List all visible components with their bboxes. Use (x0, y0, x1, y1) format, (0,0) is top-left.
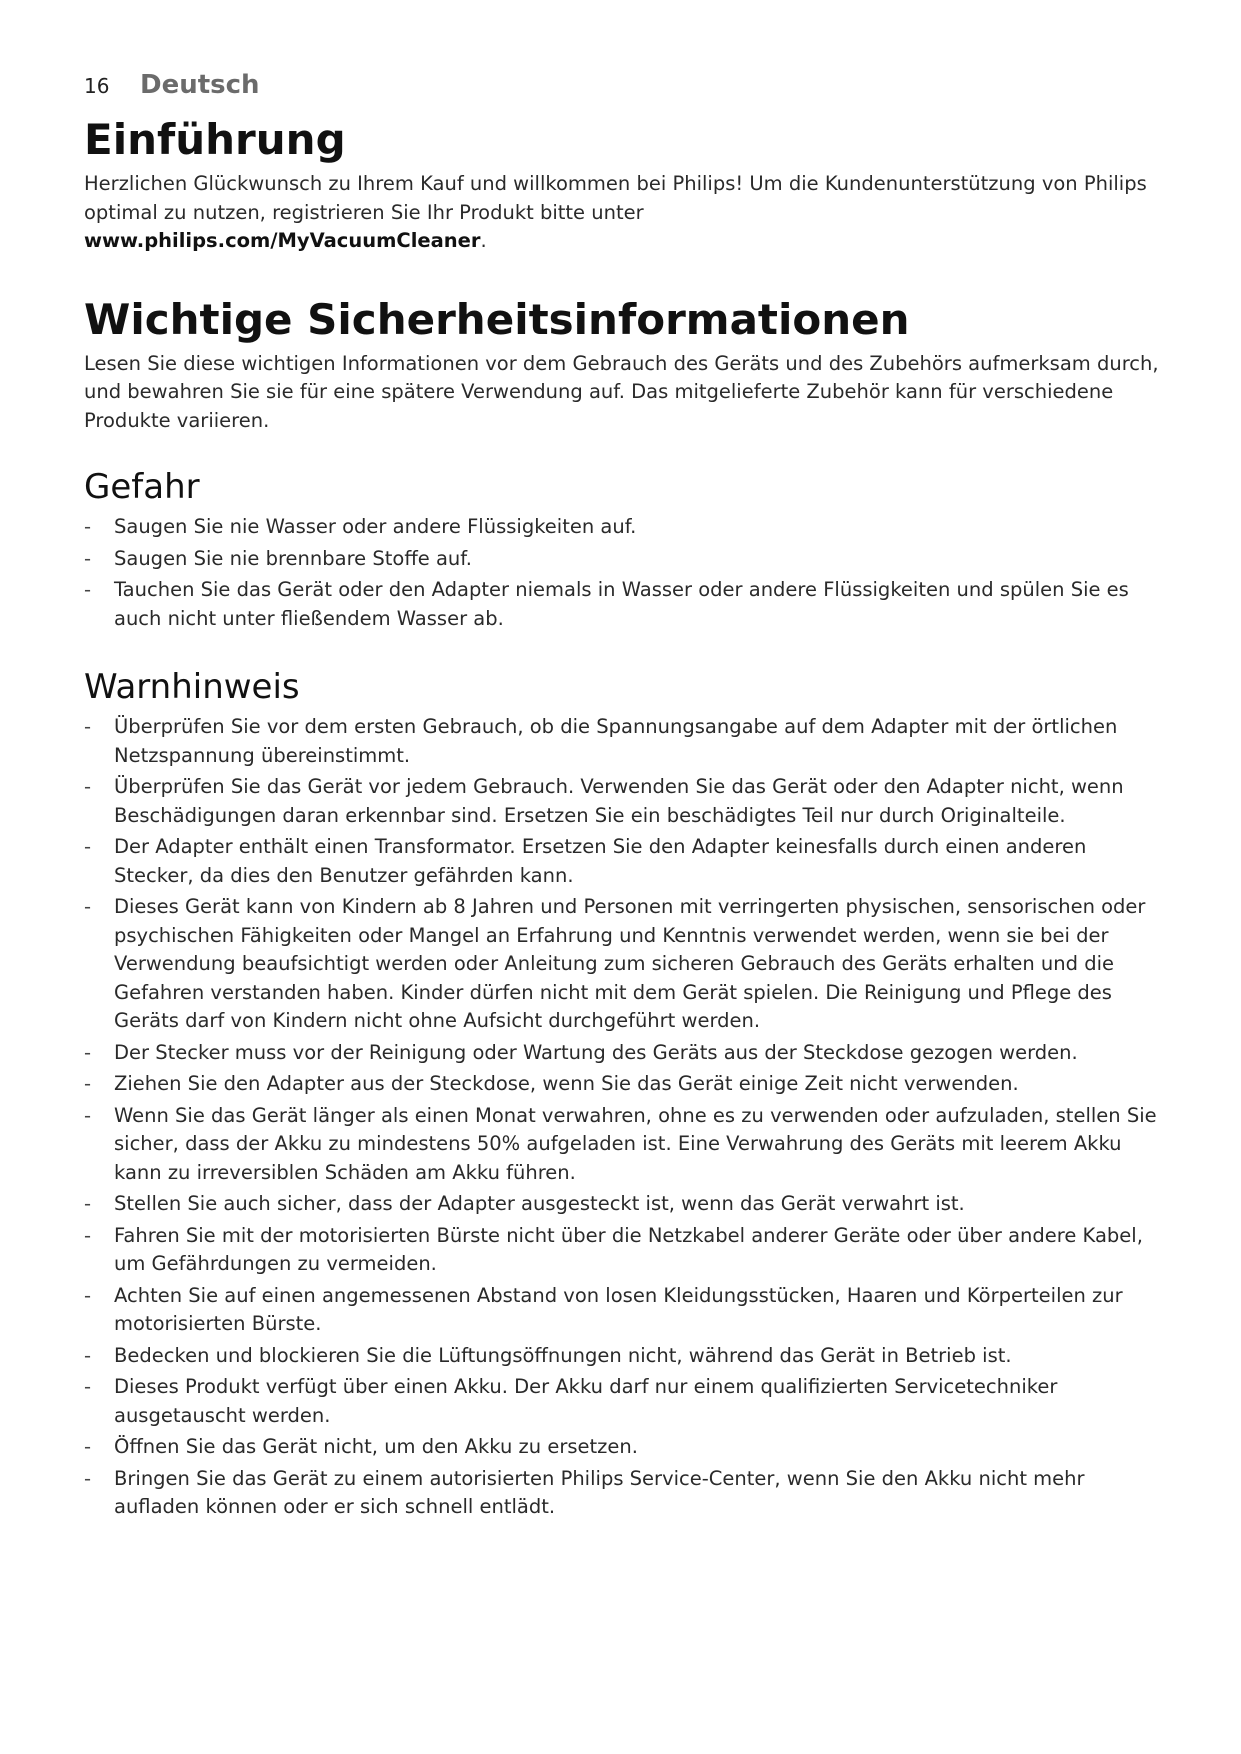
intro-text: Herzlichen Glückwunsch zu Ihrem Kauf und willkommen bei Philips! Um die Kundenunterstützung von Philips optimal zu nutzen, registrieren Sie Ihr Produkt bitte unter (84, 172, 1147, 224)
bullet-dash: - (84, 1072, 92, 1095)
warning-heading: Warnhinweis (84, 667, 300, 707)
list-item: - Achten Sie auf einen angemessenen Abstand von losen Kleidungsstücken, Haaren und Körperteilen zur motorisierten Bürste. (84, 1283, 1123, 1335)
list-item: - Der Adapter enthält einen Transformator. Ersetzen Sie den Adapter keinesfalls durch einen anderen Stecker, da dies den Benutzer gefährden kann. (84, 835, 1087, 887)
bullet-dash: - (84, 775, 92, 798)
bullet-dash: - (84, 1283, 92, 1307)
bullet-dash: - (84, 1343, 92, 1367)
list-item: - Der Stecker muss vor der Reinigung oder Wartung des Geräts aus der Steckdose gezogen werden. (84, 1039, 1164, 1068)
list-item: - Öffnen Sie das Gerät nicht, um den Akku zu ersetzen. (84, 1433, 1164, 1462)
safety-paragraph: Lesen Sie diese wichtigen Informationen vor dem Gebrauch des Geräts und des Zubehörs aufmerksam durch, und bewahren Sie sie für eine spätere Verwendung auf. Das mitgelieferte Zubehör kann für verschiedene Produkte variieren. (84, 351, 1159, 432)
list-item: - Bringen Sie das Gerät zu einem autorisierten Philips Service-Center, wenn Sie den Akku nicht mehr aufladen können oder er sich schnell entlädt. (84, 1466, 1085, 1518)
bullet-dash: - (84, 578, 92, 601)
bullet-dash: - (84, 515, 92, 538)
bullet-dash: - (84, 1103, 92, 1127)
bullet-dash: - (84, 546, 92, 570)
list-item: - Dieses Gerät kann von Kindern ab 8 Jahren und Personen mit verringerten physischen, sensorischen oder psychischen Fähigkeiten oder Mangel an Erfahrung und Kenntnis verwendet werden, wenn sie bei der Verwendung beaufsichtigt werden oder Anleitung zum sicheren Gebrauch des Geräts erhalten und die Gefahren verstanden haben. Kinder dürfen nicht mit dem Gerät spielen. Die Reinigung und Pflege des Geräts darf von Kindern nicht ohne Aufsicht durchgeführt werden. (84, 895, 1146, 1032)
bullet-dash: - (84, 895, 92, 918)
list-item: - Bedecken und blockieren Sie die Lüftungsöffnungen nicht, während das Gerät in Betrieb ist. (84, 1342, 1164, 1371)
list-item: - Saugen Sie nie Wasser oder andere Flüssigkeiten auf. (84, 513, 1164, 542)
danger-list (84, 513, 1164, 633)
bullet-dash: - (84, 835, 92, 858)
bullet-dash: - (84, 1223, 92, 1247)
bullet-dash: - (84, 1040, 92, 1064)
danger-heading: Gefahr (84, 467, 200, 507)
list-item: - Wenn Sie das Gerät länger als einen Monat verwahren, ohne es zu verwenden oder aufzuladen, stellen Sie sicher, dass der Akku zu mindestens 50% aufgeladen ist. Eine Verwahrung des Geräts mit leerem Akku kann zu irreversiblen Schäden am Akku führen. (84, 1103, 1157, 1184)
list-item: - Saugen Sie nie brennbare Stoffe auf. (84, 545, 1164, 574)
list-item: - Überprüfen Sie vor dem ersten Gebrauch, ob die Spannungsangabe auf dem Adapter mit der örtlichen Netzspannung übereinstimmt. (84, 715, 1118, 767)
registration-link[interactable]: www.philips.com/MyVacuumCleaner (84, 229, 481, 252)
bullet-dash: - (84, 1375, 92, 1398)
intro-heading: Einführung (84, 115, 346, 164)
bullet-dash: - (84, 715, 92, 738)
list-item: - Fahren Sie mit der motorisierten Bürste nicht über die Netzkabel anderer Geräte oder über andere Kabel, um Gefährdungen zu vermeiden. (84, 1223, 1143, 1275)
intro-paragraph (84, 170, 1164, 256)
intro-url-suffix: . (480, 229, 487, 252)
warning-list (84, 713, 1164, 1522)
bullet-dash: - (84, 1192, 92, 1215)
safety-heading: Wichtige Sicherheitsinformationen (84, 294, 910, 344)
list-item: - Ziehen Sie den Adapter aus der Steckdose, wenn Sie das Gerät einige Zeit nicht verwenden. (84, 1070, 1164, 1099)
list-item: - Dieses Produkt verfügt über einen Akku. Der Akku darf nur einem qualifizierten Servicetechniker ausgetauscht werden. (84, 1375, 1058, 1427)
language-label: Deutsch (140, 70, 260, 100)
bullet-dash: - (84, 1466, 92, 1490)
list-item: - Überprüfen Sie das Gerät vor jedem Gebrauch. Verwenden Sie das Gerät oder den Adapter nicht, wenn Beschädigungen daran erkennbar sind. Ersetzen Sie ein beschädigtes Teil nur durch Originalteile. (84, 775, 1124, 827)
list-item: - Tauchen Sie das Gerät oder den Adapter niemals in Wasser oder andere Flüssigkeiten und spülen Sie es auch nicht unter fließendem Wasser ab. (84, 578, 1129, 630)
document-page (84, 70, 1164, 1525)
bullet-dash: - (84, 1435, 92, 1458)
page-header (84, 70, 1164, 100)
list-item: - Stellen Sie auch sicher, dass der Adapter ausgesteckt ist, wenn das Gerät verwahrt ist. (84, 1190, 1164, 1219)
page-number: 16 (84, 74, 110, 98)
